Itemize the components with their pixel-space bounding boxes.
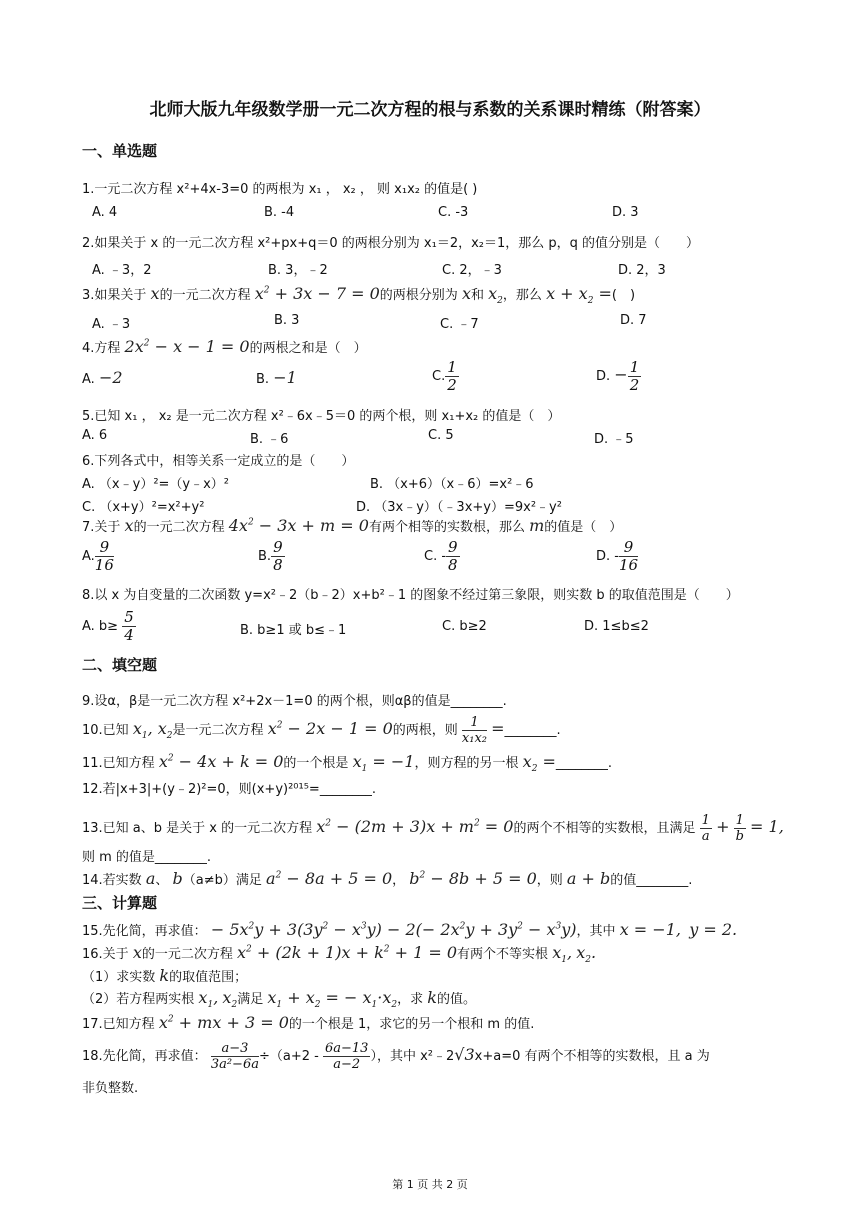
q8-option-d: D. 1≤b≤2 [584,619,649,634]
page-title: 北师大版九年级数学册一元二次方程的根与系数的关系课时精练（附答案） [149,100,711,120]
q7-option-c: C. - $\frac{9}{8}$ [424,538,458,574]
question-5: 5.已知 x₁ ， x₂ 是一元二次方程 x²﹣6x﹣5＝0 的两个根，则 x₁+x₂ 的值是（ ） [82,409,561,424]
q4-option-a: A. −2 [82,368,123,387]
question-16: 16.关于 x的一元二次方程 $x^2 + (2k + 1)x + k^2 + 1 = 0$有两个不等实根 $x_1$, $x_2$. [82,943,597,966]
q2-option-b: B. 3，﹣2 [268,263,328,278]
q2-option-d: D. 2，3 [618,263,666,278]
question-10: 10.已知 $x_1$, $x_2$是一元二次方程 $x^2 - 2x - 1 = 0$的两根，则 $\frac{1}{\text{x₁x₂}}$ =________. [82,715,561,746]
question-14: 14.若实数 a、 b（a≠b）满足 $a^2 - 8a + 5 = 0$， $b^2 - 8b + 5 = 0$，则 a + b的值________. [82,869,693,888]
question-17: 17.已知方程 $x^2$ + mx + 3 = 0的一个根是 1，求它的另一个根和 m 的值. [82,1013,535,1032]
q5-option-b: B. ﹣6 [250,432,289,447]
q1-option-a: A. 4 [92,205,118,220]
question-16-part-2: （2）若方程两实根 $x_1$, $x_2$满足 $x_1 + x_2$ = − $x_1\cdot x_2$，求 k的值。 [82,988,476,1011]
q7-option-a: A. $\frac{9}{16}$ [82,538,114,574]
q5-option-c: C. 5 [428,428,454,443]
question-6: 6.下列各式中，相等关系一定成立的是（ ） [82,454,355,469]
q3-option-d: D. 7 [620,313,647,328]
question-15: 15.先化简，再求值： − $5x^2y + 3(3y^2 - x^3y) - 2(- 2x^2y + 3y^2 - x^3y)$，其中 x = −1, y = 2. [82,920,738,939]
q2-option-c: C. 2，﹣3 [442,263,502,278]
q3-option-a: A. ﹣3 [92,317,131,332]
q3-option-b: B. 3 [274,313,300,328]
page-footer: 第 1 页 共 2 页 [392,1178,468,1191]
q1-option-d: D. 3 [612,205,639,220]
question-7: 7.关于 x的一元二次方程 $4x^2 - 3x + m = 0$有两个相等的实数根，那么 m的值是（ ） [82,516,623,535]
q6-option-d: D. （3x﹣y）（﹣3x+y）=9x²﹣y² [356,500,562,515]
q1-option-c: C. -3 [438,205,469,220]
q6-option-c: C. （x+y）²=x²+y² [82,500,205,515]
question-2: 2.如果关于 x 的一元二次方程 x²+px+q＝0 的两根分别为 x₁＝2，x₂＝1，那么 p，q 的值分别是（ ） [82,236,700,251]
section-heading-single-choice: 一、单选题 [82,142,158,160]
q8-option-a: A. b≥ $\frac{5}{4}$ [82,608,134,644]
question-3: 3.如果关于 x的一元二次方程 $x^2 + 3x - 7 = 0$的两根分别为 x和 $x_2$，那么 $x + x_2$ =( ) [82,284,636,307]
q2-option-a: A. ﹣3，2 [92,263,152,278]
q5-option-d: D. ﹣5 [594,432,634,447]
section-heading-calculation: 三、计算题 [82,894,158,912]
q8-option-b: B. b≥1 或 b≤﹣1 [240,623,347,638]
question-13-continued: 则 m 的值是________. [82,850,212,865]
q4-option-b: B. −1 [256,368,297,387]
q7-option-b: B. $\frac{9}{8}$ [258,538,283,574]
question-18: 18.先化简，再求值： $\frac{a-3}{\text{3a²−6a}}$ ÷（a+2 - $\frac{6a-13}{a-2}$ ），其中 x²﹣2√3x+a=0 有两个不相等的实数根，且 a 为 [82,1041,710,1072]
q7-option-d: D. - $\frac{9}{16}$ [596,538,639,574]
question-11: 11.已知方程 $x^2 - 4x + k = 0$的一个根是 $x_1 = -1$，则方程的另一根 $x_2$ =________. [82,752,613,775]
q4-option-c: C. $\frac{1}{2}$ [432,358,457,394]
question-1: 1.一元二次方程 x²+4x-3=0 的两根为 x₁ ， x₂ ， 则 x₁x₂ 的值是( ) [82,182,478,197]
question-12: 12.若|x+3|+(y﹣2)²=0，则(x+y)²⁰¹⁵=________. [82,782,376,797]
q6-option-a: A. （x﹣y）²=（y﹣x）² [82,477,230,492]
q1-option-b: B. -4 [264,205,295,220]
section-heading-fill-blank: 二、填空题 [82,656,158,674]
question-9: 9.设α，β是一元二次方程 x²+2x－1=0 的两个根，则αβ的值是________. [82,694,507,709]
q3-option-c: C. ﹣7 [440,317,479,332]
q6-option-b: B. （x+6）（x﹣6）=x²﹣6 [370,477,534,492]
q4-option-d: D. − $\frac{1}{2}$ [596,358,640,394]
q5-option-a: A. 6 [82,428,108,443]
question-18-continued: 非负整数. [82,1081,139,1096]
question-4: 4.方程 $2x^2 - x - 1 = 0$的两根之和是（ ） [82,337,367,356]
question-13: 13.已知 a、b 是关于 x 的一元二次方程 $x^2 - (2m + 3)x + m^2 = 0$的两个不相等的实数根，且满足 $\frac{1}{a}$ + $\frac{1}{b}$ = 1, [82,813,784,844]
question-16-part-1: （1）求实数 k的取值范围； [82,966,248,985]
q8-option-c: C. b≥2 [442,619,487,634]
question-8: 8.以 x 为自变量的二次函数 y=x²﹣2（b﹣2）x+b²﹣1 的图象不经过第三象限，则实数 b 的取值范围是（ ） [82,588,739,603]
